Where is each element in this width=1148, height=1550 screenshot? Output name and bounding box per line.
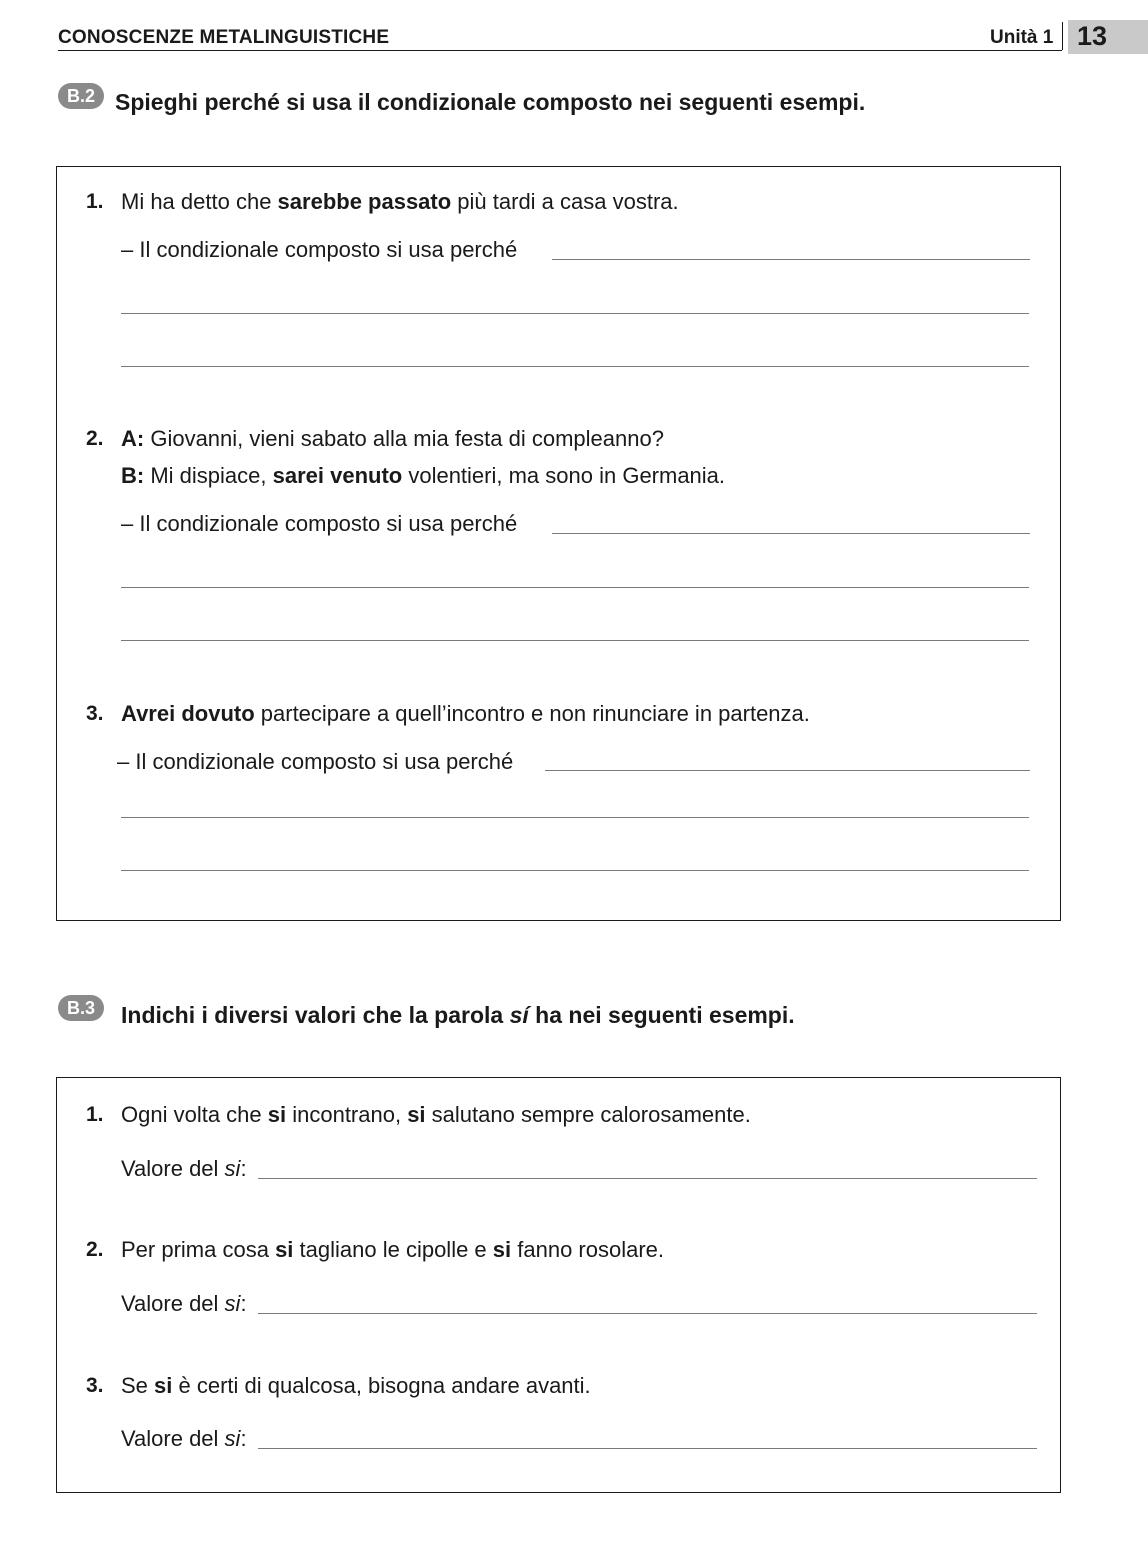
answer-line[interactable]: [258, 1178, 1037, 1179]
text-run: più tardi a casa vostra.: [451, 189, 679, 214]
item-number: 2.: [86, 1238, 104, 1261]
item-sentence: [121, 1373, 591, 1399]
item-number: 3.: [86, 1374, 104, 1397]
bold-text-run: si: [154, 1373, 173, 1398]
answer-line[interactable]: [121, 587, 1029, 588]
bold-text-run: B:: [121, 463, 145, 488]
value-label: Valore del si:: [121, 1291, 247, 1316]
item-number: 3.: [86, 702, 104, 725]
answer-line[interactable]: [552, 533, 1030, 534]
unit-label: Unità 1: [990, 27, 1054, 48]
item-sentence: [121, 1102, 751, 1128]
bold-text-run: A:: [121, 426, 145, 451]
answer-line[interactable]: [121, 366, 1029, 367]
bold-text-run: si: [275, 1237, 294, 1262]
answer-line[interactable]: [258, 1313, 1037, 1314]
text-run: fanno rosolare.: [511, 1237, 665, 1262]
text-run: Se: [121, 1373, 155, 1398]
bold-text-run: si: [492, 1237, 512, 1262]
answer-prompt: – Il condizionale composto si usa perché: [121, 511, 518, 536]
answer-line[interactable]: [121, 817, 1029, 818]
exercise-title-b3: Indichi i diversi valori che la parola sí ha nei seguenti esempi.: [121, 1002, 795, 1028]
answer-prompt: – Il condizionale composto si usa perché: [121, 237, 518, 262]
answer-line[interactable]: [552, 259, 1030, 260]
bold-text-run: sarebbe passato: [277, 189, 452, 214]
bold-text-run: si: [407, 1102, 426, 1127]
answer-prompt: – Il condizionale composto si usa perché: [117, 749, 514, 774]
answer-line[interactable]: [258, 1448, 1037, 1449]
text-run: Ogni volta che: [121, 1102, 268, 1127]
unit-separator: [1062, 22, 1063, 50]
answer-line[interactable]: [121, 870, 1029, 871]
text-run: tagliano le cipolle e: [293, 1237, 493, 1262]
answer-line[interactable]: [121, 640, 1029, 641]
text-run: Mi dispiace,: [144, 463, 273, 488]
exercise-badge-b3: B.3: [58, 995, 104, 1021]
page-number: 13: [1077, 21, 1108, 51]
text-run: partecipare a quell’incontro e non rinunciare in partenza.: [254, 701, 810, 726]
running-head: CONOSCENZE METALINGUISTICHE: [58, 27, 390, 48]
value-label: Valore del si:: [121, 1426, 247, 1451]
text-run: Per prima cosa: [121, 1237, 276, 1262]
text-run: volentieri, ma sono in Germania.: [402, 463, 726, 488]
text-run: salutano sempre calorosamente.: [425, 1102, 751, 1127]
text-run: incontrano,: [286, 1102, 408, 1127]
item-sentence: [121, 189, 679, 215]
text-run: è certi di qualcosa, bisogna andare avanti.: [172, 1373, 591, 1398]
header-rule: [58, 50, 1062, 51]
bold-text-run: Avrei dovuto: [121, 701, 255, 726]
exercise-title-b2: Spieghi perché si usa il condizionale composto nei seguenti esempi.: [115, 89, 866, 115]
item-number: 2.: [86, 427, 104, 450]
answer-line[interactable]: [545, 770, 1030, 771]
exercise-badge-b2: B.2: [58, 83, 104, 109]
item-number: 1.: [86, 190, 104, 213]
answer-line[interactable]: [121, 313, 1029, 314]
text-run: Giovanni, vieni sabato alla mia festa di compleanno?: [144, 426, 664, 451]
dialogue-line-b: [121, 463, 725, 489]
bold-text-run: sarei venuto: [272, 463, 403, 488]
text-run: Mi ha detto che: [121, 189, 278, 214]
value-label: Valore del si:: [121, 1156, 247, 1181]
item-sentence: [121, 701, 810, 727]
item-number: 1.: [86, 1103, 104, 1126]
item-sentence: [121, 1237, 664, 1263]
bold-text-run: si: [267, 1102, 287, 1127]
dialogue-line-a: [121, 426, 664, 452]
exercise-box-b2: [56, 166, 1061, 921]
